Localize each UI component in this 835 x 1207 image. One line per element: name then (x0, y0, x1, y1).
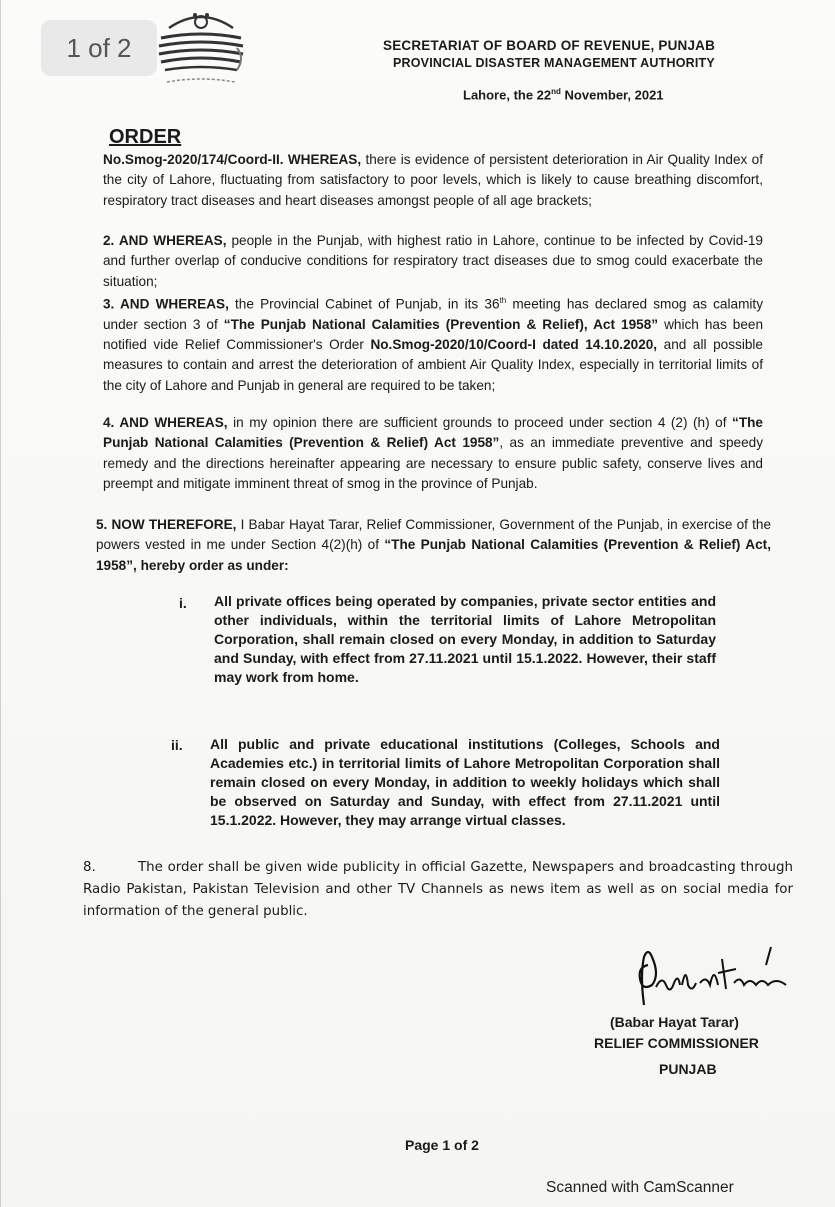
paragraph-3-text-d: and all possible measures to contain and arrest the deterioration of ambient Air Quality Index, especially in territorial limits of the city of Lahore and Punjab in general are required to be taken; (103, 337, 763, 393)
list-item-number: i. (179, 595, 187, 611)
date-suffix: nd (551, 87, 561, 96)
paragraph-8 (83, 857, 793, 923)
list-item: All public and private educational institutions (Colleges, Schools and Academies etc.) in territorial limits of Lahore Metropolitan Corporation shall remain closed on every Monday, in addition to weekly holidays which shall be observed on Saturday and Sunday, with effect from 27.11.2021 until 15.1.2022. However, they may arrange virtual classes. (210, 736, 720, 828)
signatory-place: PUNJAB (659, 1061, 717, 1077)
signatory-name: (Babar Hayat Tarar) (610, 1014, 739, 1030)
paragraph-2 (103, 231, 763, 292)
list-item: All private offices being operated by companies, private sector entities and other individuals, within the territorial limits of Lahore Metropolitan Corporation, shall remain closed on every Monday, in addition to Saturday and Sunday, with effect from 27.11.2021 until 15.1.2022. However, their staff may work from home. (214, 593, 716, 685)
paragraph-5-lead: 5. NOW THEREFORE, (96, 517, 237, 532)
government-logo-icon (151, 8, 251, 92)
handwritten-signature (626, 945, 806, 1020)
page-label: Page (405, 1137, 443, 1153)
paragraph-3-text-a: the Provincial Cabinet of Punjab, in its 36 (228, 296, 500, 312)
paragraph-2-lead: 2. AND WHEREAS, (103, 233, 227, 248)
paragraph-5-text-a: I Babar Hayat Tarar, Relief Commissioner, Government of the Punjab, in exercise of the powers vested in me under Section 4(2)(h) of (96, 517, 772, 553)
paragraph-3-sup: th (499, 296, 507, 305)
paragraph-3-order-ref: No.Smog-2020/10/Coord-I dated 14.10.2020, (370, 337, 658, 353)
paragraph-4-text-a: in my opinion there are sufficient grounds to proceed under section 4 (2) (h) of (227, 415, 733, 430)
page-footer (405, 1137, 479, 1153)
paragraph-4-act: “The Punjab National Calamities (Prevention & Relief) Act 1958” (103, 415, 763, 451)
page-number: 1 (442, 1137, 451, 1153)
page-of: of 2 (450, 1137, 479, 1153)
org-name-line1: SECRETARIAT OF BOARD OF REVENUE, PUNJAB (383, 38, 716, 53)
signatory-title: RELIEF COMMISSIONER (594, 1035, 759, 1051)
paragraph-5-act: “The Punjab National Calamities (Prevention & Relief) Act, 1958”, hereby order as under: (96, 537, 771, 573)
paragraph-8-text: The order shall be given wide publicity in official Gazette, Newspapers and broadcasting through Radio Pakistan, Pakistan Television and other TV Channels as news item as well as on social media for information of the general public. (83, 860, 793, 919)
paragraph-3-lead: 3. AND WHEREAS, (103, 296, 229, 312)
list-item-number: ii. (171, 737, 183, 753)
date-prefix: Lahore, the 22 (463, 87, 552, 103)
paragraph-3-act: “The Punjab National Calamities (Prevention & Relief), Act 1958” (223, 316, 659, 332)
order-reference: No.Smog-2020/174/Coord-II. WHEREAS, (103, 152, 362, 167)
page-counter-badge: 1 of 2 (41, 20, 157, 76)
order-title: ORDER (109, 126, 182, 148)
org-name-line2: PROVINCIAL DISASTER MANAGEMENT AUTHORITY (393, 56, 715, 70)
paragraph-2-text: people in the Punjab, with highest ratio in Lahore, continue to be infected by Covid-19 and further overlap of conducive conditions for respiratory tract diseases due to smog could exacerbate the situation; (103, 233, 763, 289)
paragraph-8-number: 8. (83, 860, 96, 875)
paragraph-5 (96, 515, 771, 576)
paragraph-1-text: there is evidence of persistent deterioration in Air Quality Index of the city of Lahore, fluctuating from satisfactory to poor levels, which is likely to cause breathing discomfort, respiratory tract diseases and heart diseases amongst people of all age brackets; (103, 152, 763, 208)
paragraph-4-lead: 4. AND WHEREAS, (103, 415, 228, 430)
scanner-watermark: Scanned with CamScanner (546, 1179, 734, 1196)
paragraph-4-text-b: , as an immediate preventive and speedy remedy and the directions hereinafter appearing are necessary to ensure public safety, conserve lives and preempt and mitigate imminent threat of smog in the province of Punjab. (103, 435, 763, 491)
order-date (463, 87, 664, 102)
date-rest: November, 2021 (560, 87, 664, 103)
paragraph-3-text-c: which has been notified vide Relief Commissioner's Order (103, 316, 764, 353)
paragraph-3-text-b: meeting has declared smog as calamity under section 3 of (103, 296, 763, 332)
paragraph-1 (103, 150, 763, 211)
paragraph-3 (103, 291, 763, 396)
paragraph-4 (103, 413, 763, 494)
